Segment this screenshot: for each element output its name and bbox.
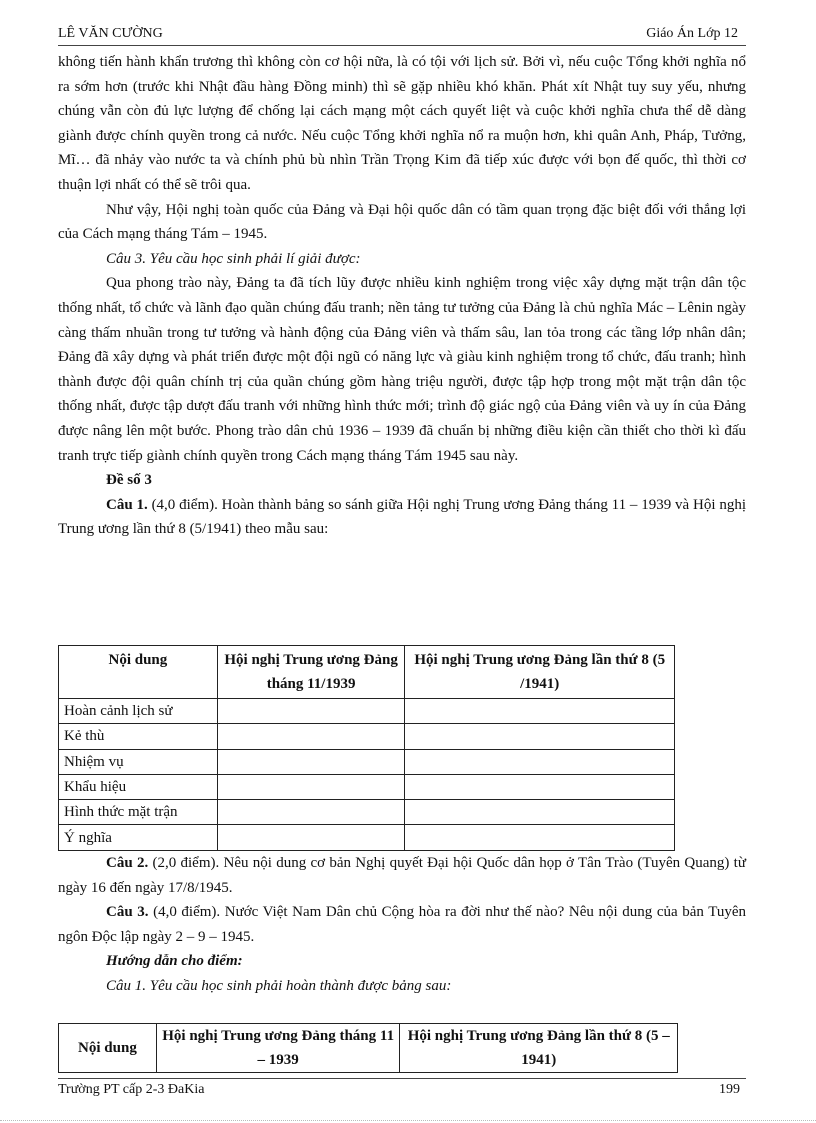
document-body — [58, 50, 746, 542]
header-divider — [58, 45, 746, 46]
table-cell — [217, 724, 405, 749]
question-3-label: Câu 3. — [106, 904, 149, 921]
comparison-table-template — [58, 645, 675, 851]
header-hn-1939: Hội nghị Trung ương Đảng tháng 11/1939 — [217, 646, 405, 699]
paragraph-1: không tiến hành khẩn trương thì không còn cơ hội nữa, là có tội với lịch sử. Bởi vì, nếu cuộc Tổng khởi nghĩa nổ ra sớm hơn (trước khi Nhật đầu hàng Đồng minh) thì sẽ gặp nhiều khó khăn. Phát xít Nhật tuy suy yếu, nhưng chúng vẫn còn đủ lực lượng để chống lại cách mạng một cách quyết liệt và cuộc khởi nghĩa chưa thể dễ dàng giành được chính quyền trong cả nước. Nếu cuộc Tổng khởi nghĩa nổ ra muộn hơn, khi quân Anh, Pháp, Tưởng, Mĩ… đã nhảy vào nước ta và chính phủ bù nhìn Trần Trọng Kim đã tiếp xúc được với bọn đế quốc, thì thời cơ thuận lợi nhất có thể sẽ trôi qua. — [58, 54, 746, 193]
question-1 — [58, 493, 746, 542]
paragraph-3: Qua phong trào này, Đảng ta đã tích lũy được nhiều kinh nghiệm trong việc xây dựng mặt trận dân tộc thống nhất, tổ chức và lãnh đạo quần chúng đấu tranh; nền tảng tư tưởng của Đảng là chủ nghĩa Mác – Lênin ngày càng thấm nhuần trong tư tưởng và hành động của Đảng viên và thấm sâu, lan tỏa trong các tầng lớp nhân dân; Đảng đã xây dựng và phát triển được một đội ngũ có năng lực và giàu kinh nghiệm trong tổ chức, đấu tranh; hình thành được đội quân chính trị của quần chúng gồm hàng triệu người, được tập hợp trong một mặt trận dân tộc thống nhất, được tập dượt đấu tranh với những hình thức mới; trình độ giác ngộ của Đảng viên và uy ín của Đảng được nâng lên một bước. Phong trào dân chủ 1936 – 1939 đã chuẩn bị những điều kiện cần thiết cho thời kì đấu tranh trực tiếp giành chính quyền trong Cách mạng tháng Tám 1945 sau này. — [58, 275, 746, 464]
table-row — [59, 825, 675, 850]
footer-divider — [58, 1078, 746, 1079]
table-row — [59, 800, 675, 825]
table-cell — [405, 774, 675, 799]
page-bottom-edge — [0, 1120, 816, 1121]
paragraph-2: Như vậy, Hội nghị toàn quốc của Đảng và Đại hội quốc dân có tầm quan trọng đặc biệt đối với thắng lợi của Cách mạng tháng Tám – 1945. — [58, 201, 746, 243]
table-cell — [217, 774, 405, 799]
footer-school: Trường PT cấp 2-3 ĐaKia — [58, 1082, 205, 1097]
table-cell — [405, 825, 675, 850]
table-row — [59, 724, 675, 749]
question-2-text: (2,0 điểm). Nêu nội dung cơ bản Nghị quyết Đại hội Quốc dân họp ở Tân Trào (Tuyên Quang) từ ngày 16 đến ngày 17/8/1945. — [58, 855, 746, 896]
header-doc-title: Giáo Án Lớp 12 — [646, 26, 738, 41]
table-cell — [217, 800, 405, 825]
guide-heading: Hướng dẫn cho điểm: — [106, 953, 243, 970]
table-header-row — [59, 646, 675, 699]
table-cell — [405, 800, 675, 825]
table-row — [59, 774, 675, 799]
row-label: Hình thức mặt trận — [59, 800, 218, 825]
row-label: Nhiệm vụ — [59, 749, 218, 774]
row-label: Ý nghĩa — [59, 825, 218, 850]
question-2-label: Câu 2. — [106, 855, 149, 871]
questions-section — [58, 851, 746, 999]
question-1-label: Câu 1. — [106, 496, 148, 513]
answer-table — [58, 1023, 678, 1073]
row-label: Kẻ thù — [59, 724, 218, 749]
header-hn-1939: Hội nghị Trung ương Đảng tháng 11 – 1939 — [156, 1024, 400, 1073]
footer-page-number: 199 — [719, 1082, 740, 1097]
row-label: Hoàn cảnh lịch sử — [59, 699, 218, 724]
question-3-text: (4,0 điểm). Nước Việt Nam Dân chủ Cộng hòa ra đời như thế nào? Nêu nội dung của bản Tuyên ngôn Độc lập ngày 2 – 9 – 1945. — [58, 904, 746, 945]
table-cell — [217, 749, 405, 774]
header-noi-dung: Nội dung — [59, 1024, 157, 1073]
table-row — [59, 749, 675, 774]
de-so-heading: Đề số 3 — [106, 472, 152, 489]
table-cell — [217, 699, 405, 724]
question-3 — [58, 900, 746, 949]
header-noi-dung: Nội dung — [59, 646, 218, 699]
cau3-heading: Câu 3. Yêu cầu học sinh phải lí giải được: — [106, 250, 361, 267]
table-cell — [217, 825, 405, 850]
page-footer — [58, 1082, 740, 1098]
table-cell — [405, 749, 675, 774]
guide-question-1: Câu 1. Yêu cầu học sinh phải hoàn thành được bảng sau: — [106, 977, 452, 994]
header-hn-1941: Hội nghị Trung ương Đảng lần thứ 8 (5 – 1941) — [400, 1024, 678, 1073]
header-author: LÊ VĂN CƯỜNG — [58, 26, 163, 41]
header-hn-1941: Hội nghị Trung ương Đảng lần thứ 8 (5 /1941) — [405, 646, 675, 699]
page-header — [58, 26, 738, 44]
table-header-row — [59, 1024, 678, 1073]
table-cell — [405, 724, 675, 749]
question-2 — [58, 851, 746, 900]
table-row — [59, 699, 675, 724]
question-1-text: (4,0 điểm). Hoàn thành bảng so sánh giữa Hội nghị Trung ương Đảng tháng 11 – 1939 và Hội nghị Trung ương lần thứ 8 (5/1941) theo mẫu sau: — [58, 496, 746, 538]
table-cell — [405, 699, 675, 724]
row-label: Khẩu hiệu — [59, 774, 218, 799]
